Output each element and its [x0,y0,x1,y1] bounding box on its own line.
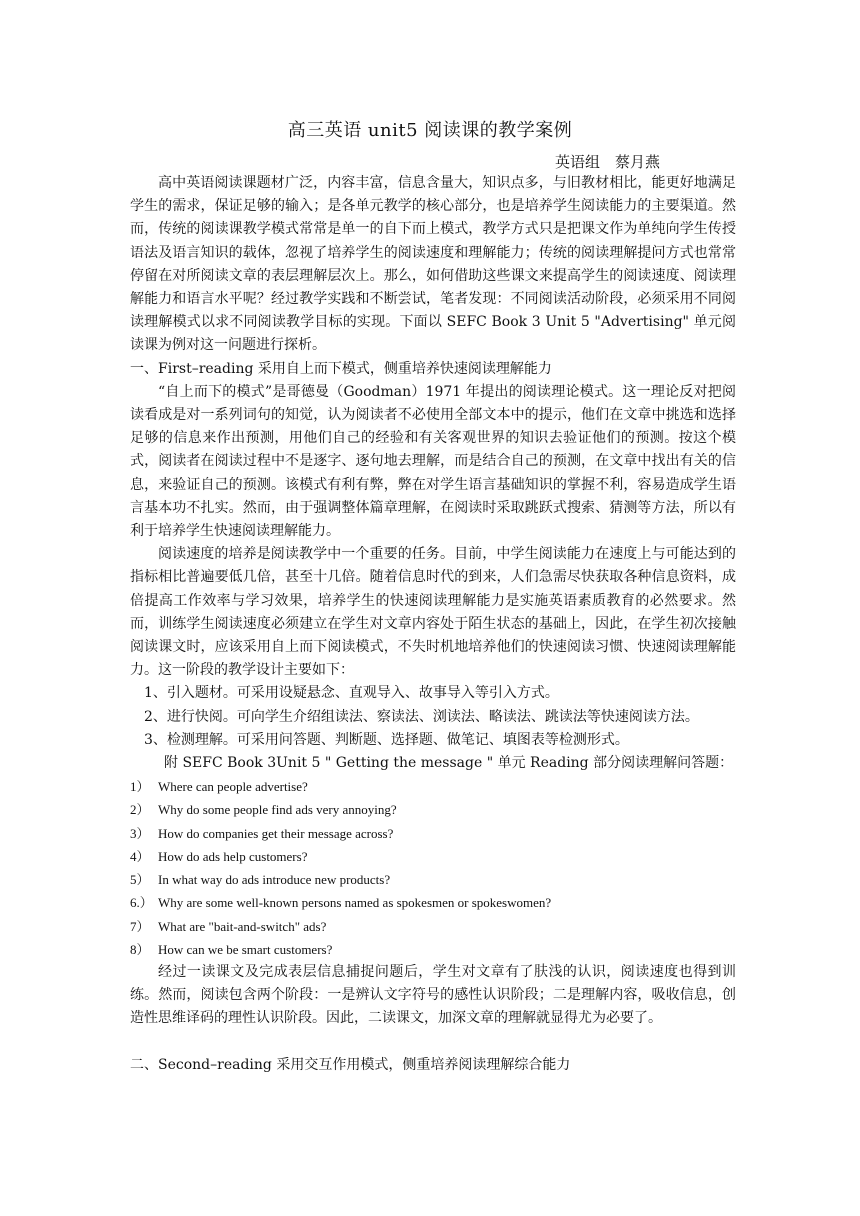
section1-paragraph-2: 阅读速度的培养是阅读教学中一个重要的任务。目前，中学生阅读能力在速度上与可能达到的指标相比普遍要低几倍，甚至十几倍。随着信息时代的到来，人们急需尽快获取各种信息资料，成倍提高工作效率与学习效果，培养学生的快速阅读理解能力是实施英语素质教育的必然要求。然而，训练学生阅读速度必须建立在学生对文章内容处于陌生状态的基础上，因此，在学生初次接触阅读课文时，应该采用自上而下阅读模式，不失时机地培养他们的快速阅读习惯、快速阅读理解能力。这一阶段的教学设计主要如下： [130,546,736,679]
question-item: 8） How can we be smart customers? [130,941,333,957]
question-item: 1） Where can people advertise? [130,779,308,795]
step-3: 3、检测理解。可采用问答题、判断题、选择题、做笔记、填图表等检测形式。 [144,731,629,748]
section1-heading: 一、First–reading 采用自上而下模式，侧重培养快速阅读理解能力 [130,360,552,377]
section1-paragraph-3: 经过一读课文及完成表层信息捕捉问题后，学生对文章有了肤浅的认识，阅读速度也得到训练。然而，阅读包含两个阶段：一是辨认文字符号的感性认识阶段；二是理解内容，吸收信息，创造性思维译码的理性认识阶段。因此，二读课文，加深文章的理解就显得尤为必要了。 [130,963,736,1027]
question-item: 6.） Why are some well-known persons named as spokesmen or spokeswomen? [130,895,552,911]
step-1: 1、引入题材。可采用设疑悬念、直观导入、故事导入等引入方式。 [144,685,559,702]
intro-paragraph: 高中英语阅读课题材广泛，内容丰富，信息含量大，知识点多，与旧教材相比，能更好地满足学生的需求，保证足够的输入；是各单元教学的核心部分，也是培养学生阅读能力的主要渠道。然而，传统的阅读课教学模式常常是单一的自下而上模式，教学方式只是把课文作为单纯向学生传授语法及语言知识的载体，忽视了培养学生的阅读速度和理解能力；传统的阅读理解提问方式也常常停留在对所阅读文章的表层理解层次上。那么，如何借助这些课文来提高学生的阅读速度、阅读理解能力和语言水平呢？经过教学实践和不断尝试，笔者发现：不同阅读活动阶段，必须采用不同阅读理解模式以求不同阅读教学目标的实现。下面以 SEFC Book 3 Unit 5 "Advertising" 单元阅读课为例对这一问题进行探析。 [130,175,736,354]
question-list [130,775,736,961]
document-author: 英语组 蔡月燕 [554,153,660,171]
step-2: 2、进行快阅。可向学生介绍组读法、察读法、浏读法、略读法、跳读法等快速阅读方法。 [144,708,699,725]
question-item: 4） How do ads help customers? [130,848,308,864]
section2-heading: 二、Second–reading 采用交互作用模式，侧重培养阅读理解综合能力 [130,1056,571,1073]
section1-paragraph-1: “自上而下的模式”是哥德曼（Goodman）1971 年提出的阅读理论模式。这一理论反对把阅读看成是对一系列词句的知觉，认为阅读者不必使用全部文本中的提示，他们在文章中挑选和选择足够的信息来作出预测，用他们自己的经验和有关客观世界的知识去验证他们的预测。按这个模式，阅读者在阅读过程中不是逐字、逐句地去理解，而是结合自己的预测，在文章中找出有关的信息，来验证自己的预测。该模式有利有弊，弊在对学生语言基础知识的掌握不利，容易造成学生语言基本功不扎实。然而，由于强调整体篇章理解，在阅读时采取跳跃式搜索、猜测等方法，所以有利于培养学生快速阅读理解能力。 [130,383,736,540]
question-item: 7） What are "bait-and-switch" ads? [130,918,327,934]
appendix-line: 附 SEFC Book 3Unit 5 " Getting the message " 单元 Reading 部分阅读理解问答题： [164,755,734,772]
document-title: 高三英语 unit5 阅读课的教学案例 [287,120,573,141]
document-body [130,172,736,1077]
question-item: 3） How do companies get their message across? [130,825,394,841]
question-item: 2） Why do some people find ads very annoying? [130,802,397,818]
spacer [130,1031,736,1054]
question-item: 5） In what way do ads introduce new products? [130,872,391,888]
